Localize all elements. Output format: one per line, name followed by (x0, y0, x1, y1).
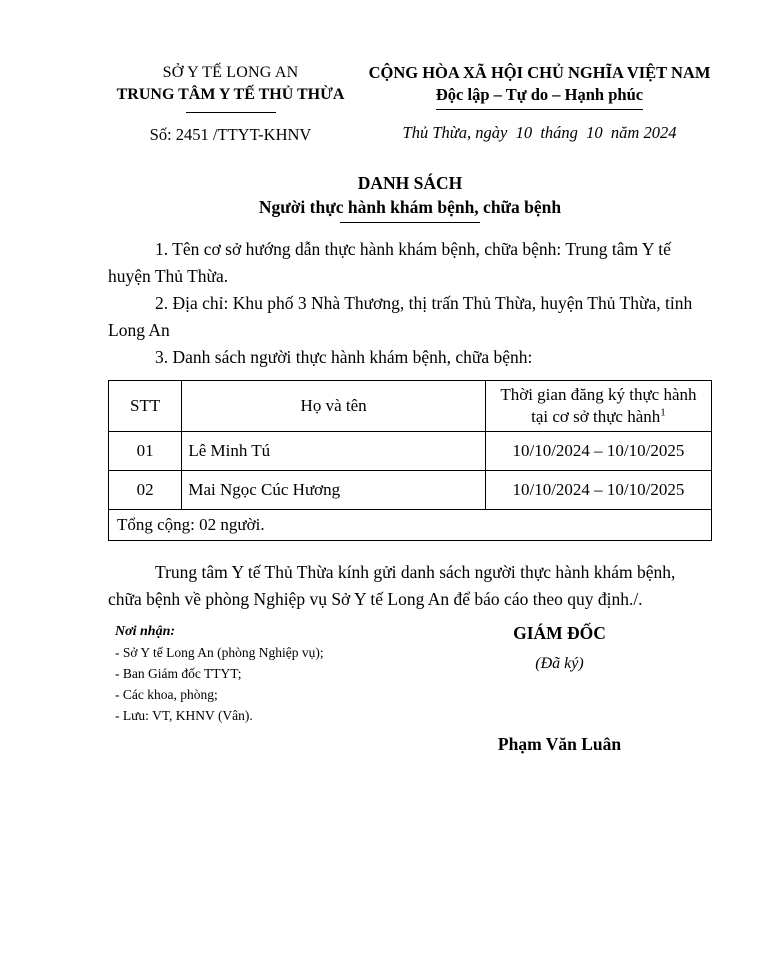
header-cell-time (485, 381, 711, 432)
document-number: Số: 2451 /TTYT-KHNV (149, 125, 312, 144)
table-row (109, 432, 712, 471)
header-cell-name: Họ và tên (182, 381, 486, 432)
title-line1: DANH SÁCH (357, 173, 463, 193)
title-underline-rule (340, 222, 480, 223)
title-line2: Người thực hành khám bệnh, chữa bệnh (258, 197, 562, 217)
recipient-item: - Lưu: VT, KHNV (Vân). (115, 708, 253, 723)
paragraph-address: 2. Địa chỉ: Khu phố 3 Nhà Thương, thị trấn Thủ Thừa, huyện Thủ Thừa, tỉnh Long An (108, 293, 693, 340)
parent-org-name: SỞ Y TẾ LONG AN (162, 64, 299, 81)
closing-paragraph: Trung tâm Y tế Thủ Thừa kính gửi danh sách người thực hành khám bệnh, chữa bệnh về phòng Nghiệp vụ Sở Y tế Long An để báo cáo theo quy định./. (108, 562, 676, 609)
row-time: 10/10/2024 – 10/10/2025 (485, 432, 711, 471)
document-header (108, 62, 712, 146)
signature-block (415, 622, 712, 755)
org-underline-rule (186, 112, 276, 113)
footnote-marker: 1 (660, 406, 666, 419)
paragraph-facility: 1. Tên cơ sở hướng dẫn thực hành khám bệnh, chữa bệnh: Trung tâm Y tế huyện Thủ Thừa. (108, 239, 671, 286)
body-text (108, 236, 712, 371)
document-footer (108, 622, 712, 755)
row-stt: 01 (109, 432, 182, 471)
signed-note: (Đã ký) (535, 655, 584, 672)
table-row (109, 471, 712, 510)
recipient-item: - Sở Y tế Long An (phòng Nghiệp vụ); (115, 645, 324, 660)
recipients-block (108, 622, 415, 755)
recipients-heading: Nơi nhận: (115, 624, 176, 639)
row-stt: 02 (109, 471, 182, 510)
table-total-row (109, 510, 712, 541)
document-title (108, 172, 712, 223)
national-motto-line2: Độc lập – Tự do – Hạnh phúc (436, 84, 643, 110)
table-header-row (109, 381, 712, 432)
row-name: Mai Ngọc Cúc Hương (182, 471, 486, 510)
closing-block (108, 559, 712, 613)
row-name: Lê Minh Tú (182, 432, 486, 471)
row-time: 10/10/2024 – 10/10/2025 (485, 471, 711, 510)
national-header-block (367, 62, 712, 144)
recipient-item: - Ban Giám đốc TTYT; (115, 666, 242, 681)
signer-name: Phạm Văn Luân (497, 734, 622, 754)
practitioners-table (108, 380, 712, 541)
national-motto-line1: CỘNG HÒA XÃ HỘI CHỦ NGHĨA VIỆT NAM (368, 63, 711, 82)
place-date-line: Thủ Thừa, ngày 10 tháng 10 năm 2024 (402, 123, 677, 142)
org-name: TRUNG TÂM Y TẾ THỦ THỪA (116, 86, 345, 103)
total-cell: Tổng cộng: 02 người. (109, 510, 712, 541)
paragraph-list-intro: 3. Danh sách người thực hành khám bệnh, chữa bệnh: (155, 347, 533, 367)
recipient-item: - Các khoa, phòng; (115, 687, 218, 702)
signer-position: GIÁM ĐỐC (513, 623, 606, 643)
header-cell-stt: STT (109, 381, 182, 432)
header-time-label: Thời gian đăng ký thực hành tại cơ sở thực hành (500, 385, 697, 426)
document-content (108, 62, 712, 755)
issuer-block (108, 62, 353, 146)
